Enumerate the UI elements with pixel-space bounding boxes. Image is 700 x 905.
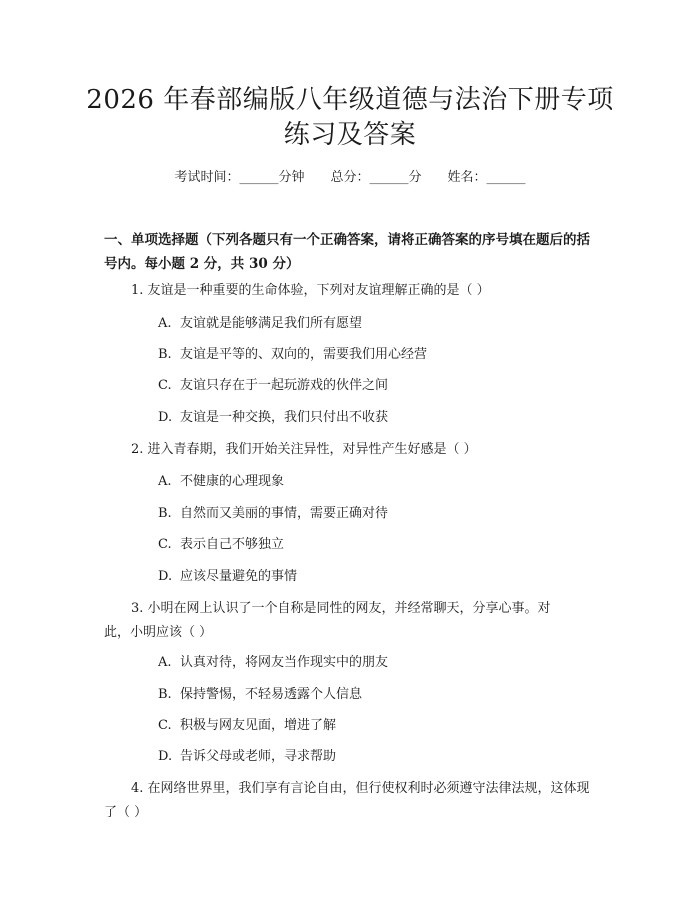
exam-title-line2: 练习及答案 xyxy=(283,120,417,150)
time-blank: ______ xyxy=(239,170,279,185)
option-text: 表示自己不够独立 xyxy=(180,537,285,552)
option-letter: D. xyxy=(158,410,173,425)
option-letter: B. xyxy=(158,687,172,702)
question-1-stem: 1. 友谊是一种重要的生命体验，下列对友谊理解正确的是（ ） xyxy=(131,283,490,298)
exam-title-line1: 2026 年春部编版八年级道德与法治下册专项 xyxy=(86,85,614,115)
option-letter: A. xyxy=(158,474,172,489)
exam-meta xyxy=(0,168,700,188)
question-2-option-d xyxy=(158,567,297,587)
option-letter: C. xyxy=(158,718,172,733)
option-text: 友谊就是能够满足我们所有愿望 xyxy=(180,316,363,331)
score-unit: 分 xyxy=(408,170,422,185)
option-text: 告诉父母或老师，寻求帮助 xyxy=(180,749,337,764)
question-3-option-b xyxy=(158,685,362,705)
option-text: 保持警惕，不轻易透露个人信息 xyxy=(180,687,363,702)
score-blank: ______ xyxy=(369,170,409,185)
question-3-option-d xyxy=(158,747,336,767)
option-text: 应该尽量避免的事情 xyxy=(180,569,298,584)
question-2-option-b xyxy=(158,504,388,524)
option-letter: B. xyxy=(158,347,172,362)
option-text: 认真对待，将网友当作现实中的朋友 xyxy=(180,655,389,670)
option-letter: A. xyxy=(158,655,172,670)
question-2-option-c xyxy=(158,535,284,555)
option-letter: C. xyxy=(158,378,172,393)
question-1-option-c xyxy=(158,376,388,396)
option-text: 友谊是一种交换，我们只付出不收获 xyxy=(180,410,389,425)
option-text: 友谊是平等的、双向的，需要我们用心经营 xyxy=(180,347,428,362)
option-text: 友谊只存在于一起玩游戏的伙伴之间 xyxy=(180,378,389,393)
question-3-stem: 3. 小明在网上认识了一个自称是同性的网友，并经常聊天，分享心事。对此，小明应该（ ） xyxy=(104,601,551,640)
question-3-option-c xyxy=(158,716,336,736)
name-blank: ______ xyxy=(486,170,526,185)
question-2-option-a xyxy=(158,472,284,492)
option-letter: D. xyxy=(158,569,173,584)
question-1-option-a xyxy=(158,314,362,334)
option-text: 不健康的心理现象 xyxy=(180,474,285,489)
question-1-option-b xyxy=(158,345,427,365)
option-letter: C. xyxy=(158,537,172,552)
question-2-stem: 2. 进入青春期，我们开始关注异性，对异性产生好感是（ ） xyxy=(131,442,477,457)
time-unit: 分钟 xyxy=(278,170,305,185)
name-label: 姓名： xyxy=(447,170,487,185)
question-1-option-d xyxy=(158,408,388,428)
question-4-stem: 4. 在网络世界里，我们享有言论自由，但行使权利时必须遵守法律法规，这体现了（ ） xyxy=(104,781,590,820)
option-letter: A. xyxy=(158,316,172,331)
option-text: 自然而又美丽的事情，需要正确对待 xyxy=(180,506,389,521)
score-label: 总分： xyxy=(330,170,370,185)
option-text: 积极与网友见面，增进了解 xyxy=(180,718,337,733)
question-3-option-a xyxy=(158,653,388,673)
section-heading: 一、单项选择题（下列各题只有一个正确答案，请将正确答案的序号填在题后的括号内。每小题 2 分，共 30 分） xyxy=(104,232,590,272)
option-letter: D. xyxy=(158,749,173,764)
time-label: 考试时间： xyxy=(174,170,240,185)
option-letter: B. xyxy=(158,506,172,521)
